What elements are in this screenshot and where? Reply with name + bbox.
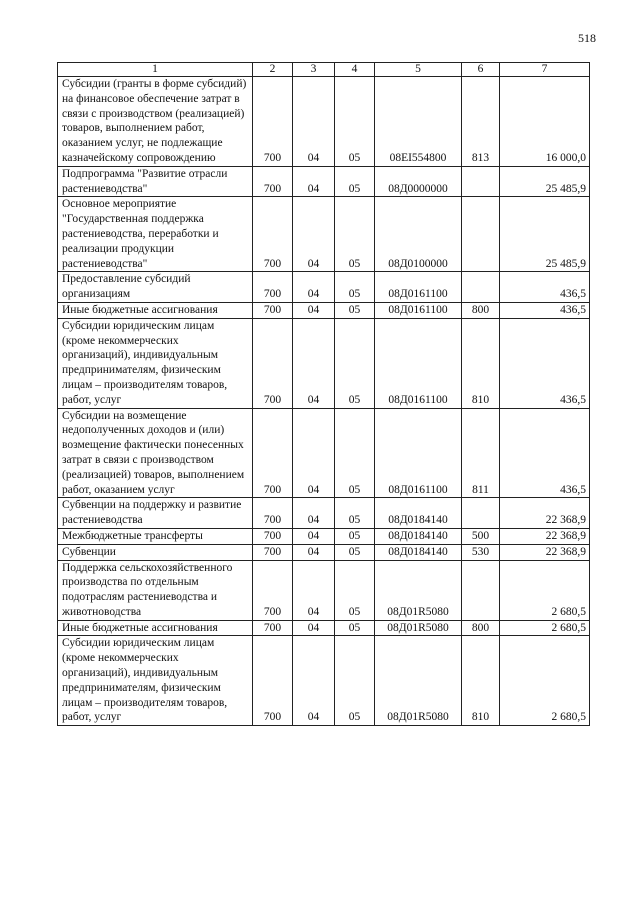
cell-col3: 04 — [293, 302, 335, 318]
cell-col2: 700 — [253, 408, 293, 498]
cell-col5: 08Д0161100 — [375, 272, 462, 303]
table-row — [58, 302, 590, 318]
cell-col3: 04 — [293, 318, 335, 408]
cell-col2: 700 — [253, 166, 293, 197]
cell-col4: 05 — [335, 318, 375, 408]
cell-col6 — [462, 166, 500, 197]
row-description: Субвенции — [58, 544, 253, 560]
cell-col2: 700 — [253, 498, 293, 529]
cell-col5: 08Д0000000 — [375, 166, 462, 197]
cell-col7: 2 680,5 — [500, 636, 590, 726]
cell-col4: 05 — [335, 166, 375, 197]
cell-col7: 436,5 — [500, 272, 590, 303]
table-row — [58, 636, 590, 726]
cell-col7: 22 368,9 — [500, 528, 590, 544]
column-header-5: 5 — [375, 63, 462, 77]
cell-col6: 800 — [462, 302, 500, 318]
row-description: Субсидии (гранты в форме субсидий) на финансовое обеспечение затрат в связи с производством (реализацией) товаров, выполнением работ, оказанием услуг, не подлежащие казначейскому сопровождению — [58, 77, 253, 167]
column-header-3: 3 — [293, 63, 335, 77]
cell-col5: 08Д01R5080 — [375, 636, 462, 726]
row-description: Поддержка сельскохозяйственного производства по отдельным подотраслям растениеводства и животноводства — [58, 560, 253, 620]
column-header-6: 6 — [462, 63, 500, 77]
cell-col4: 05 — [335, 302, 375, 318]
cell-col2: 700 — [253, 197, 293, 272]
table-row — [58, 166, 590, 197]
cell-col4: 05 — [335, 408, 375, 498]
cell-col6: 810 — [462, 318, 500, 408]
cell-col2: 700 — [253, 528, 293, 544]
table-row — [58, 197, 590, 272]
table-row — [58, 498, 590, 529]
cell-col2: 700 — [253, 318, 293, 408]
cell-col4: 05 — [335, 197, 375, 272]
cell-col4: 05 — [335, 636, 375, 726]
cell-col3: 04 — [293, 166, 335, 197]
row-description: Подпрограмма "Развитие отрасли растениеводства" — [58, 166, 253, 197]
row-description: Субвенции на поддержку и развитие растениеводства — [58, 498, 253, 529]
cell-col5: 08Д0184140 — [375, 498, 462, 529]
cell-col3: 04 — [293, 272, 335, 303]
row-description: Субсидии юридическим лицам (кроме некоммерческих организаций), индивидуальным предпринимателям, физическим лицам – производителям товаров, работ, услуг — [58, 636, 253, 726]
cell-col2: 700 — [253, 272, 293, 303]
row-description: Иные бюджетные ассигнования — [58, 620, 253, 636]
cell-col2: 700 — [253, 636, 293, 726]
cell-col5: 08Д0161100 — [375, 318, 462, 408]
cell-col7: 25 485,9 — [500, 166, 590, 197]
cell-col4: 05 — [335, 528, 375, 544]
cell-col3: 04 — [293, 77, 335, 167]
cell-col3: 04 — [293, 197, 335, 272]
cell-col3: 04 — [293, 620, 335, 636]
cell-col4: 05 — [335, 498, 375, 529]
cell-col5: 08EI554800 — [375, 77, 462, 167]
cell-col6: 811 — [462, 408, 500, 498]
cell-col7: 22 368,9 — [500, 544, 590, 560]
table-row — [58, 272, 590, 303]
cell-col2: 700 — [253, 620, 293, 636]
row-description: Предоставление субсидий организациям — [58, 272, 253, 303]
cell-col4: 05 — [335, 544, 375, 560]
table-row — [58, 620, 590, 636]
cell-col5: 08Д01R5080 — [375, 560, 462, 620]
cell-col3: 04 — [293, 560, 335, 620]
cell-col6: 813 — [462, 77, 500, 167]
cell-col7: 436,5 — [500, 318, 590, 408]
table-row — [58, 408, 590, 498]
cell-col5: 08Д0161100 — [375, 302, 462, 318]
cell-col5: 08Д0161100 — [375, 408, 462, 498]
cell-col6 — [462, 272, 500, 303]
budget-table — [57, 62, 590, 726]
row-description: Межбюджетные трансферты — [58, 528, 253, 544]
row-description: Иные бюджетные ассигнования — [58, 302, 253, 318]
cell-col4: 05 — [335, 272, 375, 303]
cell-col5: 08Д01R5080 — [375, 620, 462, 636]
cell-col4: 05 — [335, 77, 375, 167]
cell-col7: 436,5 — [500, 302, 590, 318]
cell-col7: 2 680,5 — [500, 620, 590, 636]
header-row — [58, 63, 590, 77]
cell-col3: 04 — [293, 498, 335, 529]
cell-col3: 04 — [293, 544, 335, 560]
cell-col4: 05 — [335, 560, 375, 620]
cell-col3: 04 — [293, 636, 335, 726]
cell-col2: 700 — [253, 77, 293, 167]
cell-col3: 04 — [293, 528, 335, 544]
cell-col6 — [462, 498, 500, 529]
cell-col3: 04 — [293, 408, 335, 498]
table-row — [58, 528, 590, 544]
cell-col6 — [462, 560, 500, 620]
cell-col5: 08Д0184140 — [375, 528, 462, 544]
cell-col2: 700 — [253, 544, 293, 560]
table-row — [58, 544, 590, 560]
table-row — [58, 560, 590, 620]
cell-col2: 700 — [253, 560, 293, 620]
page-number: 518 — [578, 31, 596, 45]
cell-col7: 436,5 — [500, 408, 590, 498]
column-header-4: 4 — [335, 63, 375, 77]
cell-col7: 16 000,0 — [500, 77, 590, 167]
column-header-2: 2 — [253, 63, 293, 77]
cell-col2: 700 — [253, 302, 293, 318]
cell-col4: 05 — [335, 620, 375, 636]
column-header-1: 1 — [58, 63, 253, 77]
cell-col7: 25 485,9 — [500, 197, 590, 272]
cell-col6: 800 — [462, 620, 500, 636]
row-description: Субсидии юридическим лицам (кроме некоммерческих организаций), индивидуальным предпринимателям, физическим лицам – производителям товаров, работ, услуг — [58, 318, 253, 408]
table-row — [58, 77, 590, 167]
cell-col5: 08Д0184140 — [375, 544, 462, 560]
row-description: Основное мероприятие "Государственная поддержка растениеводства, переработки и реализации продукции растениеводства" — [58, 197, 253, 272]
column-header-7: 7 — [500, 63, 590, 77]
cell-col6 — [462, 197, 500, 272]
cell-col6: 810 — [462, 636, 500, 726]
row-description: Субсидии на возмещение недополученных доходов и (или) возмещение фактически понесенных затрат в связи с производством (реализацией) товаров, выполнением работ, оказанием услуг — [58, 408, 253, 498]
cell-col6: 530 — [462, 544, 500, 560]
cell-col5: 08Д0100000 — [375, 197, 462, 272]
table-row — [58, 318, 590, 408]
cell-col7: 22 368,9 — [500, 498, 590, 529]
cell-col7: 2 680,5 — [500, 560, 590, 620]
cell-col6: 500 — [462, 528, 500, 544]
